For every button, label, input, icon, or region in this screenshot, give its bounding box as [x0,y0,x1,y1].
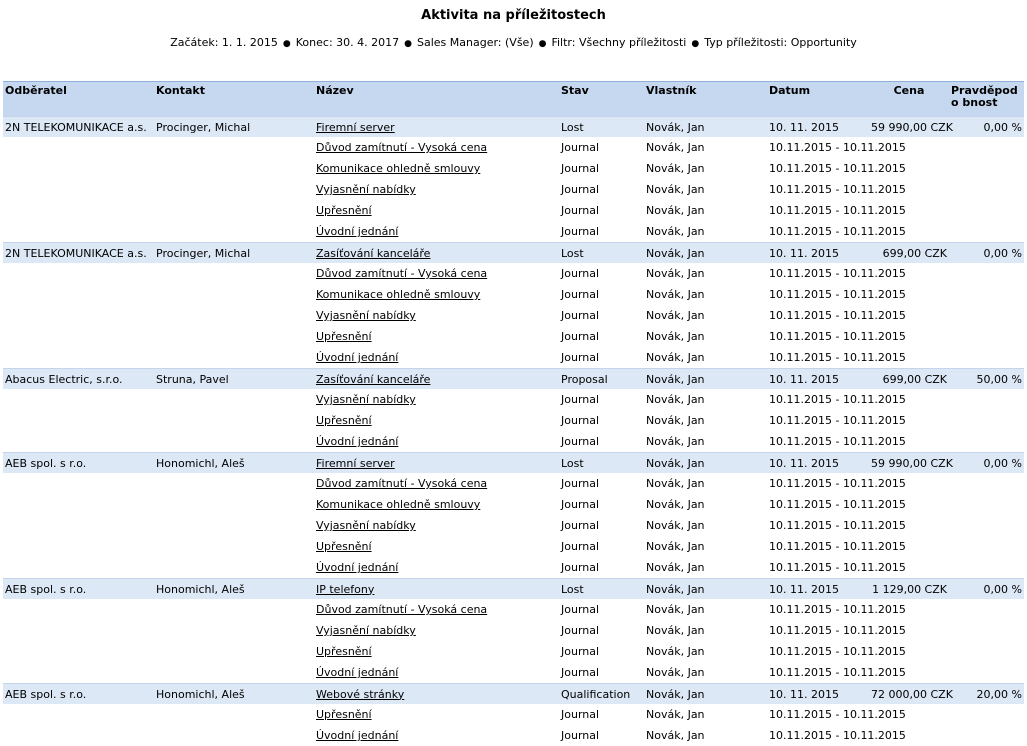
name-link[interactable]: Úvodní jednání [316,666,398,679]
name-link[interactable]: Zasíťování kanceláře [316,373,430,386]
empty-cell [3,263,154,284]
empty-cell [949,200,1024,221]
column-header-cena[interactable]: Cena [869,82,949,117]
column-header-stav[interactable]: Stav [559,82,644,117]
status-cell: Journal [559,179,644,200]
probability-cell: 0,00 % [949,453,1024,474]
empty-cell [154,305,314,326]
empty-cell [949,494,1024,515]
filter-separator: ● [283,39,291,49]
empty-cell [154,326,314,347]
opportunity-row [3,117,1024,138]
price-cell: 1 129,00 CZK [869,579,949,600]
name-link[interactable]: Úvodní jednání [316,729,398,742]
owner-cell: Novák, Jan [644,326,767,347]
empty-cell [3,536,154,557]
contact-cell: Honomichl, Aleš [154,453,314,474]
activity-row [3,704,1024,725]
empty-cell [154,704,314,725]
owner-cell: Novák, Jan [644,725,767,746]
name-link[interactable]: Upřesnění [316,204,372,217]
date-cell: 10.11.2015 - 10.11.2015 [767,284,869,305]
status-cell: Proposal [559,369,644,390]
status-cell: Journal [559,725,644,746]
contact-cell: Procinger, Michal [154,243,314,264]
name-link[interactable]: Upřesnění [316,540,372,553]
status-cell: Journal [559,473,644,494]
empty-cell [949,725,1024,746]
empty-cell [949,662,1024,684]
empty-cell [154,137,314,158]
name-link[interactable]: Důvod zamítnutí - Vysoká cena [316,141,487,154]
owner-cell: Novák, Jan [644,536,767,557]
name-link[interactable]: IP telefony [316,583,374,596]
name-link[interactable]: Vyjasnění nabídky [316,309,416,322]
name-cell [314,557,559,579]
date-cell: 10.11.2015 - 10.11.2015 [767,389,869,410]
name-link[interactable]: Důvod zamítnutí - Vysoká cena [316,603,487,616]
date-cell: 10.11.2015 - 10.11.2015 [767,557,869,579]
date-cell: 10.11.2015 - 10.11.2015 [767,200,869,221]
empty-cell [949,410,1024,431]
empty-cell [949,389,1024,410]
status-cell: Journal [559,494,644,515]
name-cell [314,221,559,243]
empty-cell [3,725,154,746]
name-cell [314,662,559,684]
empty-cell [3,158,154,179]
empty-cell [154,494,314,515]
name-link[interactable]: Vyjasnění nabídky [316,519,416,532]
name-link[interactable]: Webové stránky [316,688,404,701]
owner-cell: Novák, Jan [644,515,767,536]
empty-cell [154,200,314,221]
customer-cell: 2N TELEKOMUNIKACE a.s. [3,117,154,138]
empty-cell [3,704,154,725]
column-header-nazev[interactable]: Název [314,82,559,117]
status-cell: Journal [559,305,644,326]
name-cell [314,536,559,557]
filter-end: Konec: 30. 4. 2017 [296,36,399,49]
empty-cell [154,221,314,243]
activity-row [3,326,1024,347]
activity-row [3,536,1024,557]
activity-table [3,81,1024,746]
activity-row [3,620,1024,641]
date-cell: 10.11.2015 - 10.11.2015 [767,431,869,453]
owner-cell: Novák, Jan [644,599,767,620]
name-cell [314,579,559,600]
empty-cell [949,347,1024,369]
status-cell: Journal [559,557,644,579]
date-cell: 10. 11. 2015 [767,117,869,138]
name-cell [314,347,559,369]
owner-cell: Novák, Jan [644,431,767,453]
contact-cell: Honomichl, Aleš [154,684,314,705]
activity-row [3,641,1024,662]
name-link[interactable]: Firemní server [316,457,395,470]
filter-separator: ● [539,39,547,49]
activity-row [3,515,1024,536]
owner-cell: Novák, Jan [644,137,767,158]
owner-cell: Novák, Jan [644,453,767,474]
activity-row [3,494,1024,515]
empty-cell [3,662,154,684]
name-cell [314,305,559,326]
date-cell: 10.11.2015 - 10.11.2015 [767,305,869,326]
empty-cell [3,473,154,494]
status-cell: Qualification [559,684,644,705]
date-cell: 10.11.2015 - 10.11.2015 [767,347,869,369]
filter-sales-manager: Sales Manager: (Vše) [417,36,534,49]
filter-separator: ● [691,39,699,49]
name-cell [314,431,559,453]
empty-cell [154,557,314,579]
empty-cell [949,326,1024,347]
customer-cell: AEB spol. s r.o. [3,579,154,600]
empty-cell [154,179,314,200]
owner-cell: Novák, Jan [644,347,767,369]
status-cell: Journal [559,137,644,158]
owner-cell: Novák, Jan [644,473,767,494]
date-cell: 10. 11. 2015 [767,369,869,390]
contact-cell: Procinger, Michal [154,117,314,138]
empty-cell [3,179,154,200]
owner-cell: Novák, Jan [644,305,767,326]
empty-cell [949,536,1024,557]
owner-cell: Novák, Jan [644,620,767,641]
name-link[interactable]: Vyjasnění nabídky [316,393,416,406]
probability-cell: 50,00 % [949,369,1024,390]
activity-row [3,662,1024,684]
name-cell [314,494,559,515]
status-cell: Journal [559,641,644,662]
empty-cell [154,347,314,369]
name-link[interactable]: Úvodní jednání [316,351,398,364]
name-link[interactable]: Komunikace ohledně smlouvy [316,498,480,511]
owner-cell: Novák, Jan [644,557,767,579]
name-link[interactable]: Upřesnění [316,645,372,658]
price-cell: 59 990,00 CZK [869,453,949,474]
date-cell: 10.11.2015 - 10.11.2015 [767,536,869,557]
empty-cell [949,158,1024,179]
activity-row [3,137,1024,158]
name-cell [314,137,559,158]
empty-cell [154,599,314,620]
owner-cell: Novák, Jan [644,179,767,200]
activity-row [3,158,1024,179]
empty-cell [154,536,314,557]
report-filters [0,36,1027,49]
owner-cell: Novák, Jan [644,662,767,684]
name-link[interactable]: Zasíťování kanceláře [316,247,430,260]
price-cell: 72 000,00 CZK [869,684,949,705]
empty-cell [154,620,314,641]
name-cell [314,515,559,536]
owner-cell: Novák, Jan [644,684,767,705]
empty-cell [154,284,314,305]
probability-cell: 0,00 % [949,243,1024,264]
column-header-odberatel[interactable]: Odběratel [3,82,154,117]
date-cell: 10.11.2015 - 10.11.2015 [767,620,869,641]
name-link[interactable]: Vyjasnění nabídky [316,624,416,637]
name-cell [314,389,559,410]
owner-cell: Novák, Jan [644,389,767,410]
activity-row [3,557,1024,579]
opportunity-row [3,369,1024,390]
empty-cell [3,515,154,536]
contact-cell: Honomichl, Aleš [154,579,314,600]
table-header-row [3,82,1024,117]
customer-cell: 2N TELEKOMUNIKACE a.s. [3,243,154,264]
empty-cell [154,515,314,536]
empty-cell [154,662,314,684]
activity-row [3,179,1024,200]
status-cell: Journal [559,536,644,557]
empty-cell [3,389,154,410]
status-cell: Journal [559,389,644,410]
empty-cell [3,305,154,326]
activity-row [3,473,1024,494]
date-cell: 10.11.2015 - 10.11.2015 [767,158,869,179]
table-body [3,117,1024,746]
empty-cell [3,347,154,369]
customer-cell: Abacus Electric, s.r.o. [3,369,154,390]
name-cell [314,284,559,305]
empty-cell [3,137,154,158]
empty-cell [949,704,1024,725]
owner-cell: Novák, Jan [644,117,767,138]
empty-cell [154,431,314,453]
activity-row [3,410,1024,431]
date-cell: 10.11.2015 - 10.11.2015 [767,326,869,347]
empty-cell [949,431,1024,453]
empty-cell [3,599,154,620]
customer-cell: AEB spol. s r.o. [3,453,154,474]
report-title: Aktivita na příležitostech [0,8,1027,23]
name-link[interactable]: Důvod zamítnutí - Vysoká cena [316,267,487,280]
empty-cell [154,725,314,746]
status-cell: Journal [559,662,644,684]
customer-cell: AEB spol. s r.o. [3,684,154,705]
price-cell: 59 990,00 CZK [869,117,949,138]
status-cell: Lost [559,243,644,264]
date-cell: 10.11.2015 - 10.11.2015 [767,221,869,243]
name-cell [314,620,559,641]
activity-row [3,347,1024,369]
owner-cell: Novák, Jan [644,369,767,390]
empty-cell [3,620,154,641]
owner-cell: Novák, Jan [644,704,767,725]
name-cell [314,158,559,179]
date-cell: 10.11.2015 - 10.11.2015 [767,137,869,158]
name-link[interactable]: Vyjasnění nabídky [316,183,416,196]
owner-cell: Novák, Jan [644,284,767,305]
empty-cell [154,641,314,662]
name-cell [314,473,559,494]
empty-cell [154,473,314,494]
date-cell: 10.11.2015 - 10.11.2015 [767,473,869,494]
empty-cell [3,641,154,662]
status-cell: Journal [559,200,644,221]
status-cell: Journal [559,263,644,284]
empty-cell [949,620,1024,641]
column-header-datum[interactable]: Datum [767,82,869,117]
name-cell [314,179,559,200]
activity-row [3,431,1024,453]
empty-cell [154,158,314,179]
date-cell: 10. 11. 2015 [767,243,869,264]
empty-cell [3,200,154,221]
empty-cell [949,179,1024,200]
name-cell [314,369,559,390]
filter-filter: Filtr: Všechny příležitosti [551,36,686,49]
price-cell: 699,00 CZK [869,243,949,264]
status-cell: Journal [559,620,644,641]
date-cell: 10. 11. 2015 [767,684,869,705]
status-cell: Journal [559,410,644,431]
empty-cell [949,284,1024,305]
activity-row [3,389,1024,410]
owner-cell: Novák, Jan [644,243,767,264]
status-cell: Journal [559,515,644,536]
name-link[interactable]: Úvodní jednání [316,435,398,448]
name-cell [314,200,559,221]
name-link[interactable]: Firemní server [316,121,395,134]
empty-cell [3,221,154,243]
date-cell: 10.11.2015 - 10.11.2015 [767,641,869,662]
empty-cell [949,557,1024,579]
date-cell: 10.11.2015 - 10.11.2015 [767,410,869,431]
activity-row [3,284,1024,305]
empty-cell [3,494,154,515]
empty-cell [949,305,1024,326]
status-cell: Journal [559,158,644,179]
date-cell: 10.11.2015 - 10.11.2015 [767,179,869,200]
activity-row [3,200,1024,221]
status-cell: Journal [559,284,644,305]
name-link[interactable]: Upřesnění [316,708,372,721]
column-header-pravdepodobnost[interactable]: Pravděpodo bnost [949,82,1024,117]
empty-cell [154,410,314,431]
activity-row [3,305,1024,326]
empty-cell [3,284,154,305]
date-cell: 10.11.2015 - 10.11.2015 [767,704,869,725]
activity-row [3,725,1024,746]
status-cell: Journal [559,704,644,725]
name-cell [314,453,559,474]
empty-cell [949,473,1024,494]
probability-cell: 20,00 % [949,684,1024,705]
owner-cell: Novák, Jan [644,221,767,243]
name-link[interactable]: Úvodní jednání [316,225,398,238]
owner-cell: Novák, Jan [644,641,767,662]
name-cell [314,117,559,138]
name-link[interactable]: Úvodní jednání [316,561,398,574]
empty-cell [949,599,1024,620]
empty-cell [154,389,314,410]
status-cell: Lost [559,579,644,600]
filter-start: Začátek: 1. 1. 2015 [170,36,278,49]
date-cell: 10. 11. 2015 [767,579,869,600]
opportunity-row [3,243,1024,264]
activity-row [3,263,1024,284]
date-cell: 10. 11. 2015 [767,453,869,474]
status-cell: Journal [559,431,644,453]
status-cell: Journal [559,347,644,369]
empty-cell [154,263,314,284]
empty-cell [3,431,154,453]
empty-cell [3,557,154,579]
opportunity-row [3,684,1024,705]
status-cell: Lost [559,117,644,138]
date-cell: 10.11.2015 - 10.11.2015 [767,494,869,515]
name-cell [314,704,559,725]
date-cell: 10.11.2015 - 10.11.2015 [767,515,869,536]
empty-cell [949,221,1024,243]
empty-cell [949,137,1024,158]
price-cell: 699,00 CZK [869,369,949,390]
name-cell [314,725,559,746]
empty-cell [3,410,154,431]
activity-row [3,599,1024,620]
empty-cell [949,641,1024,662]
empty-cell [3,326,154,347]
name-link[interactable]: Důvod zamítnutí - Vysoká cena [316,477,487,490]
owner-cell: Novák, Jan [644,579,767,600]
date-cell: 10.11.2015 - 10.11.2015 [767,662,869,684]
owner-cell: Novák, Jan [644,410,767,431]
status-cell: Journal [559,599,644,620]
name-cell [314,684,559,705]
owner-cell: Novák, Jan [644,263,767,284]
filter-opportunity-type: Typ příležitosti: Opportunity [704,36,857,49]
empty-cell [949,515,1024,536]
name-link[interactable]: Upřesnění [316,414,372,427]
probability-cell: 0,00 % [949,579,1024,600]
owner-cell: Novák, Jan [644,200,767,221]
filter-separator: ● [404,39,412,49]
empty-cell [949,263,1024,284]
owner-cell: Novák, Jan [644,494,767,515]
column-header-vlastnik[interactable]: Vlastník [644,82,767,117]
owner-cell: Novák, Jan [644,158,767,179]
activity-row [3,221,1024,243]
probability-cell: 0,00 % [949,117,1024,138]
name-link[interactable]: Komunikace ohledně smlouvy [316,162,480,175]
opportunity-row [3,579,1024,600]
name-link[interactable]: Upřesnění [316,330,372,343]
opportunity-row [3,453,1024,474]
status-cell: Journal [559,221,644,243]
name-cell [314,410,559,431]
contact-cell: Struna, Pavel [154,369,314,390]
status-cell: Lost [559,453,644,474]
name-cell [314,243,559,264]
name-cell [314,263,559,284]
status-cell: Journal [559,326,644,347]
name-cell [314,326,559,347]
date-cell: 10.11.2015 - 10.11.2015 [767,725,869,746]
name-cell [314,599,559,620]
column-header-kontakt[interactable]: Kontakt [154,82,314,117]
date-cell: 10.11.2015 - 10.11.2015 [767,263,869,284]
name-cell [314,641,559,662]
date-cell: 10.11.2015 - 10.11.2015 [767,599,869,620]
name-link[interactable]: Komunikace ohledně smlouvy [316,288,480,301]
